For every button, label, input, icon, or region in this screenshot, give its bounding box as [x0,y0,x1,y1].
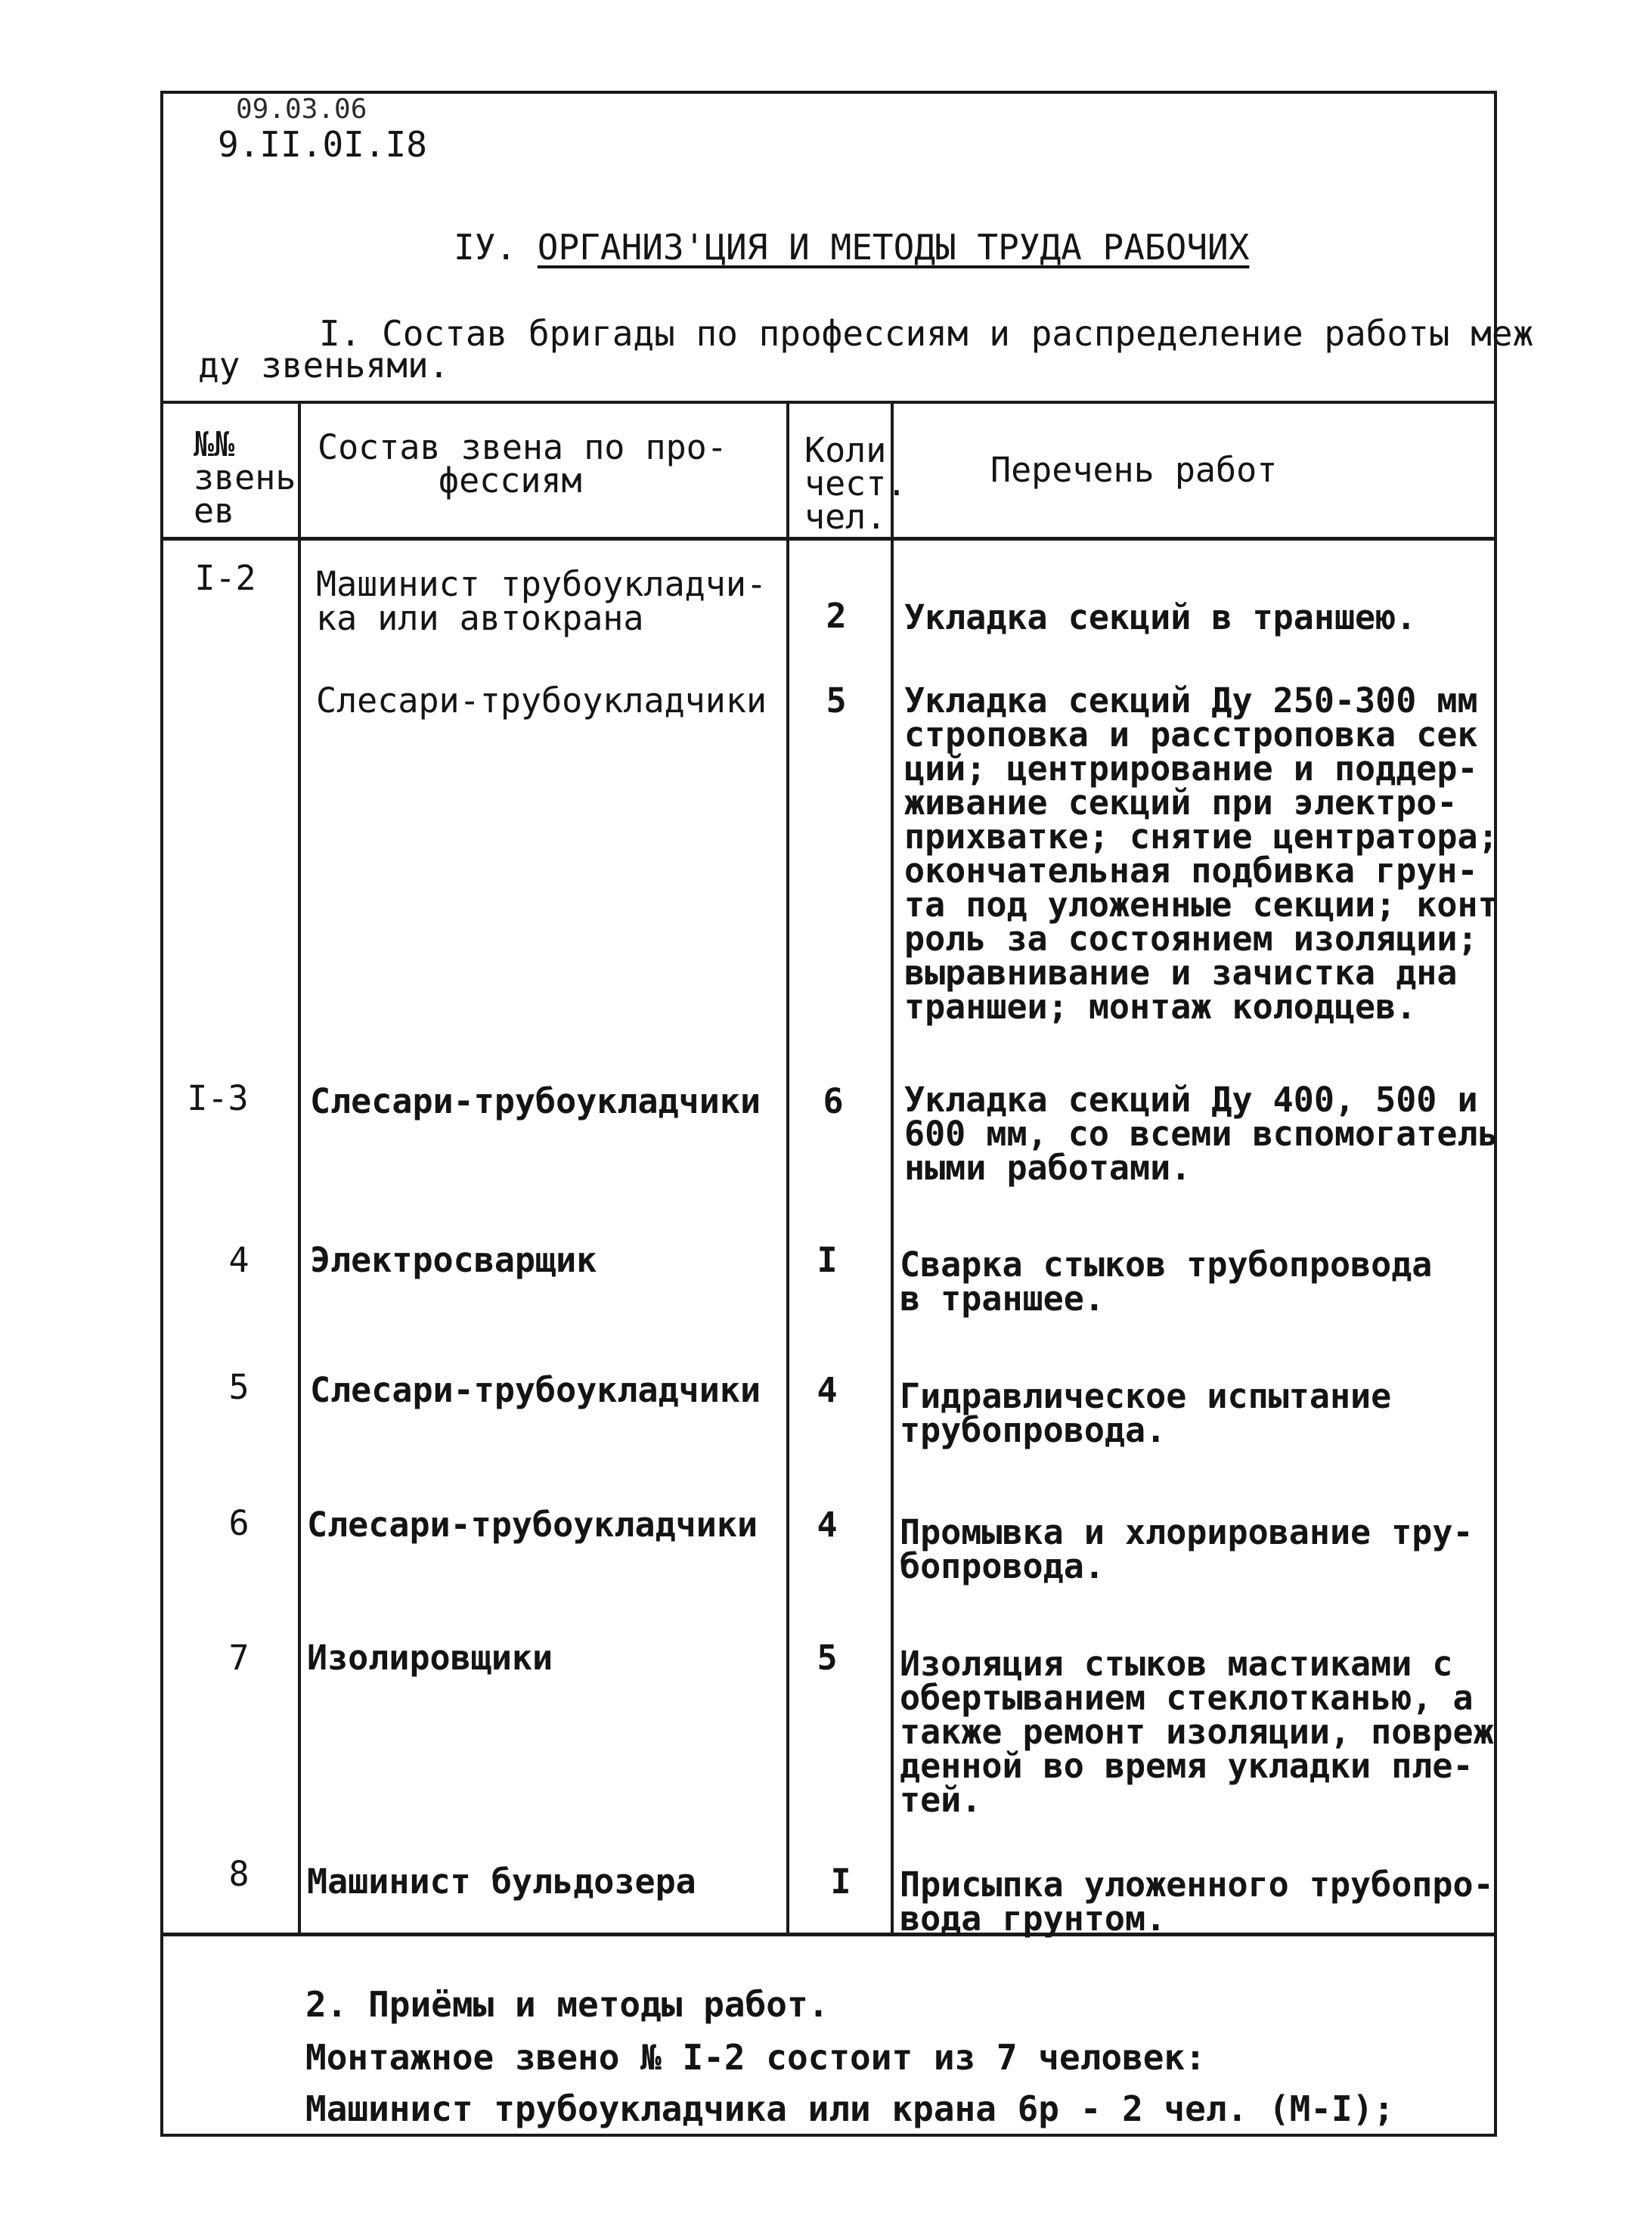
header-count [804,430,907,537]
row-works-line: трубопровода. [900,1410,1167,1450]
row-works-line: прихватке; снятие центратора; [904,817,1499,857]
row-works [900,1376,1392,1450]
row-works-line: Укладка секций Ду 250-300 мм [904,680,1478,721]
row-composition-line: Слесари-трубоукладчики [310,1081,761,1121]
row-composition-line: Слесари-трубоукладчики [307,1505,758,1545]
row-works-line: выравнивание и зачистка дна [904,953,1458,993]
row-composition-line: ка или автокрана [316,598,644,638]
row-count: I [830,1862,851,1902]
methods-heading: 2. Приёмы и методы работ. [305,1984,829,2025]
row-count: I [817,1240,838,1280]
row-works-line: в траншее. [900,1279,1105,1319]
table-top-border [160,401,1497,404]
row-num: 6 [228,1503,250,1543]
doc-code-top: 09.03.06 [236,94,367,125]
row-composition-line: Машинист трубоукладчи- [316,564,767,604]
header-count-line: чест. [804,463,907,504]
row-works-line: вода грунтом. [900,1899,1167,1939]
row-count: 4 [817,1505,838,1545]
row-works-line: Изоляция стыков мастиками с [900,1644,1453,1684]
header-composition-line: фессиям [439,460,582,501]
header-composition-line: Состав звена по про- [318,427,727,467]
row-composition [310,1081,761,1121]
row-works [900,1512,1474,1586]
row-works-line: Присыпка уложенного трубопро- [900,1865,1494,1905]
row-composition-line: Изолировщики [307,1638,553,1678]
section-number: IУ. [454,227,517,268]
row-composition-line: Электросварщик [310,1240,597,1280]
row-count: 5 [826,680,847,721]
row-num: 8 [228,1854,250,1894]
row-num: 5 [228,1367,250,1407]
row-composition [310,1240,597,1280]
row-works [900,1865,1494,1939]
row-works-line: обертыванием стеклотканью, а [900,1678,1474,1718]
doc-code: 9.II.0I.I8 [218,124,427,165]
row-composition-line: Машинист бульдозера [307,1862,696,1902]
row-works-line: денной во время укладки пле- [900,1746,1474,1786]
row-works-line: ными работами. [904,1148,1192,1188]
header-num-line: №№ [194,424,235,464]
row-works-line: Укладка секций Ду 400, 500 и [904,1080,1478,1120]
row-works [900,1644,1494,1820]
row-num: 7 [228,1638,250,1678]
row-composition [316,564,767,638]
row-works-line: также ремонт изоляции, повреж [900,1712,1494,1752]
header-works: Перечень работ [990,450,1278,490]
header-count-line: Коли [804,430,887,470]
row-works-line: Сварка стыков трубопровода [900,1245,1433,1285]
col-divider-2 [786,401,789,1936]
row-works-line: 600 мм, со всеми вспомогатель [904,1114,1499,1154]
row-composition [316,680,767,721]
row-num: I-3 [187,1078,249,1118]
row-composition [307,1638,553,1678]
row-count: 6 [823,1081,844,1121]
header-num-line: звень [194,457,296,498]
header-num-line: ев [194,491,235,531]
intro-line-2: ду звеньями. [198,345,450,386]
row-count: 4 [817,1370,838,1410]
row-composition-line: Слесари-трубоукладчики [316,680,767,721]
row-count: 2 [826,596,847,636]
header-composition [318,427,727,501]
row-works-line: та под уложенные секции; конт [904,885,1499,925]
row-works-line: живание секций при электро- [904,783,1458,823]
row-composition [307,1862,696,1902]
row-works-line: бопровода. [900,1546,1105,1586]
row-works-line: роль за состоянием изоляции; [904,919,1478,959]
col-divider-3 [891,401,894,1936]
row-works-line: ций; центрирование и поддер- [904,749,1478,789]
row-works [904,597,1417,637]
section-heading [454,227,1249,268]
row-works-line: Гидравлическое испытание [900,1376,1392,1416]
intro-line-1: I. Состав бригады по профессиям и распределение работы меж [319,313,1534,354]
table-header-border [160,537,1497,541]
row-works [900,1245,1433,1319]
section-title: ОРГАНИЗ'ЦИЯ И МЕТОДЫ ТРУДА РАБОЧИХ [537,227,1250,268]
row-count: 5 [817,1638,838,1678]
row-num: I-2 [194,558,256,598]
header-num [194,424,296,531]
row-works-line: траншеи; монтаж колодцев. [904,987,1417,1027]
row-works-line: Промывка и хлорирование тру- [900,1512,1474,1552]
methods-line-1: Монтажное звено № I-2 состоит из 7 человек: [305,2037,1206,2078]
row-works-line: строповка и расстроповка сек [904,715,1478,755]
row-works [904,680,1499,1027]
row-works-line: окончательная подбивка грун- [904,851,1478,891]
row-num: 4 [228,1240,250,1280]
row-composition [307,1505,758,1545]
row-works [904,1080,1499,1188]
methods-line-2: Машинист трубоукладчика или крана 6р - 2 чел. (М-I); [305,2088,1395,2129]
row-composition-line: Слесари-трубоукладчики [310,1370,761,1410]
header-count-line: чел. [804,497,887,537]
row-works-line: Укладка секций в траншею. [904,597,1417,637]
row-works-line: тей. [900,1780,982,1820]
col-divider-1 [298,401,301,1936]
row-composition [310,1370,761,1410]
